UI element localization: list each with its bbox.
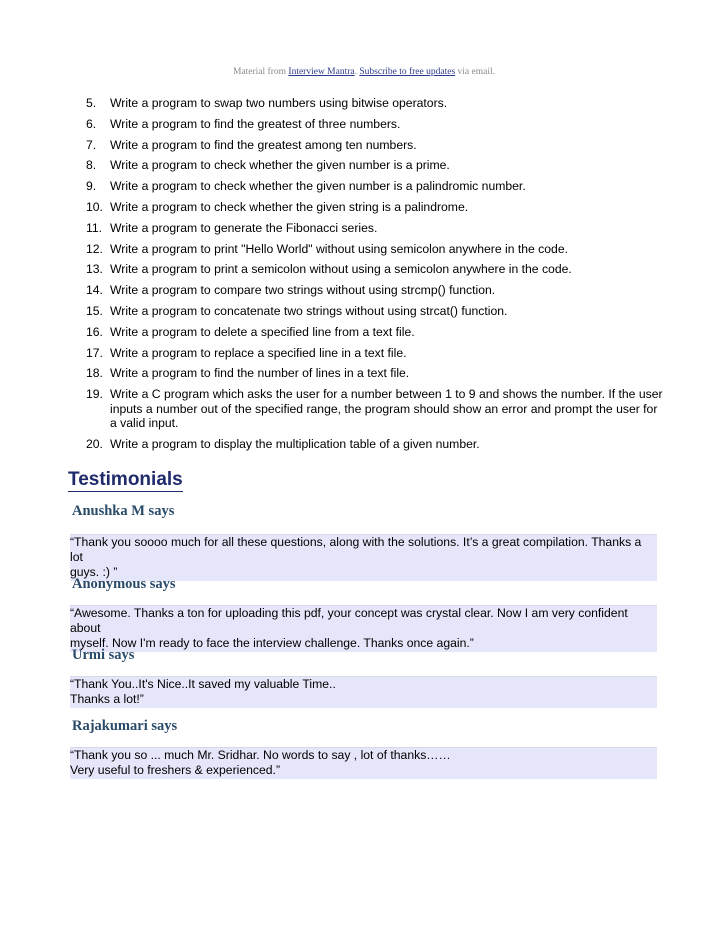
quote-line: guys. :) ”	[70, 565, 118, 579]
testimonial-author: Rajakumari says	[72, 718, 178, 734]
item-text: Write a program to find the number of lines in a text file.	[110, 366, 410, 381]
list-item	[86, 325, 666, 340]
item-number: 11.	[86, 220, 103, 235]
quote-line: “Thank you so ... much Mr. Sridhar. No words to say , lot of thanks……	[70, 748, 451, 762]
quote-line: Thanks a lot!”	[70, 692, 144, 706]
testimonial-quote	[70, 748, 657, 779]
item-number: 10.	[86, 199, 103, 214]
item-number: 6.	[86, 116, 97, 131]
list-item	[86, 221, 666, 236]
list-item	[86, 283, 666, 298]
testimonial-quote	[70, 677, 657, 708]
testimonial-author: Anushka M says	[72, 503, 175, 519]
interview-mantra-link[interactable]: Interview Mantra	[288, 67, 355, 77]
item-text: Write a program to check whether the given number is a palindromic number.	[110, 179, 526, 194]
item-text: Write a program to find the greatest of three numbers.	[110, 116, 401, 131]
list-item	[86, 304, 666, 319]
item-text: Write a program to display the multiplication table of a given number.	[110, 436, 480, 451]
list-item	[86, 117, 666, 132]
quote-line: Very useful to freshers & experienced.”	[70, 763, 281, 777]
item-text: Write a program to find the greatest among ten numbers.	[110, 137, 417, 152]
item-text: Write a program to concatenate two strings without using strcat() function.	[110, 303, 508, 318]
list-item	[86, 262, 666, 277]
list-item	[86, 179, 666, 194]
quote-line: myself. Now I'm ready to face the interview challenge. Thanks once again.”	[70, 636, 474, 650]
item-text: Write a program to swap two numbers using bitwise operators.	[110, 96, 448, 110]
item-text: Write a program to print "Hello World" without using semicolon anywhere in the code.	[110, 241, 569, 256]
item-number: 17.	[86, 345, 103, 360]
item-text: Write a program to replace a specified line in a text file.	[110, 345, 407, 360]
item-number: 20.	[86, 436, 103, 451]
page-header	[0, 67, 728, 77]
subscribe-link[interactable]: Subscribe to free updates	[359, 67, 456, 77]
list-item	[86, 346, 666, 361]
header-suffix: via email.	[455, 67, 495, 77]
item-text: Write a program to compare two strings without using strcmp() function.	[110, 283, 496, 298]
quote-line: “Awesome. Thanks a ton for uploading this pdf, your concept was crystal clear. Now I am very confident about	[70, 606, 628, 635]
item-number: 9.	[86, 179, 97, 194]
item-number: 19.	[86, 387, 103, 402]
item-number: 7.	[86, 137, 97, 152]
quote-line: “Thank You..It's Nice..It saved my valuable Time..	[70, 677, 336, 691]
item-text: Write a program to print a semicolon without using a semicolon anywhere in the code.	[110, 262, 572, 277]
item-text: Write a program to check whether the given string is a palindrome.	[110, 199, 469, 214]
testimonials-heading: Testimonials	[68, 469, 183, 490]
list-item	[86, 138, 666, 153]
list-item	[86, 242, 666, 257]
testimonial-quote	[70, 535, 657, 581]
item-number: 12.	[86, 241, 103, 256]
list-item	[86, 96, 666, 111]
header-prefix: Material from	[233, 67, 289, 77]
item-text: Write a program to check whether the given number is a prime.	[110, 158, 450, 173]
item-number: 14.	[86, 283, 103, 298]
list-item	[86, 437, 666, 452]
item-number: 16.	[86, 324, 103, 339]
item-number: 18.	[86, 366, 103, 381]
list-item	[86, 366, 666, 381]
list-item	[86, 158, 666, 173]
list-item	[86, 200, 666, 215]
item-text: Write a C program which asks the user for a number between 1 to 9 and shows the number. If the user inputs a number out of the specified range, the program should show an error and prompt the user for a valid input.	[110, 387, 663, 431]
list-item	[86, 387, 666, 431]
item-number: 8.	[86, 158, 97, 173]
item-number: 13.	[86, 262, 103, 277]
testimonial-quote	[70, 606, 657, 652]
item-text: Write a program to generate the Fibonacci series.	[110, 220, 378, 235]
item-text: Write a program to delete a specified line from a text file.	[110, 324, 415, 339]
testimonial-author: Anonymous says	[72, 576, 176, 592]
item-number: 15.	[86, 303, 103, 318]
header-separator: .	[354, 67, 360, 77]
quote-line: “Thank you soooo much for all these questions, along with the solutions. It’s a great compilation. Thanks a lot	[70, 535, 642, 564]
testimonial-author: Urmi says	[72, 647, 135, 663]
question-list	[86, 96, 666, 458]
item-number: 5.	[86, 96, 97, 110]
